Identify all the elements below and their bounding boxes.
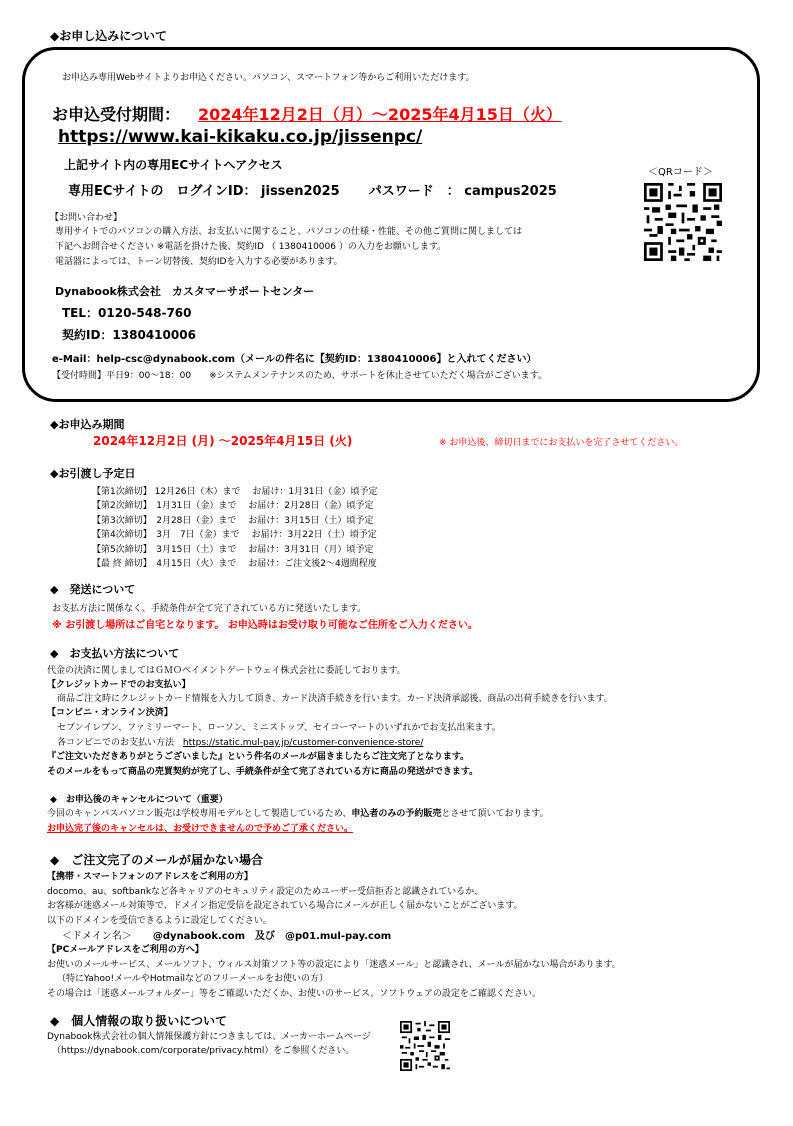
delivery-row: 【最 終 締切】 4月15日（火）まで お届け：ご注文後2～4週間程度 (92, 559, 377, 569)
support-contract-id: 契約ID：1380410006 (62, 328, 196, 342)
support-center: Dynabook株式会社 カスタマーサポートセンター (55, 285, 315, 298)
section-heading-payment: ◆ お支払い方法について (50, 647, 180, 660)
email-mobile-heading: 【携帯・スマートフォンのアドレスをご利用の方】 (47, 872, 253, 882)
support-tel: TEL：0120-548-760 (62, 306, 192, 320)
box-intro: お申込み専用Webサイトよりお申込ください。パソコン、スマートフォン等からご利用いただけます。 (62, 73, 475, 83)
delivery-row: 【第2次締切】 1月31日（金）まで お届け：2月28日（金）頃予定 (92, 501, 374, 511)
cancel-line-1c: とさせて頂いております。 (441, 809, 549, 819)
cancel-line-1 (47, 806, 549, 819)
access-note: 上記サイト内の専用ECサイトへアクセス (64, 158, 283, 172)
delivery-row: 【第3次締切】 2月28日（金）まで お届け：3月15日（土）頃予定 (92, 516, 374, 526)
payment-cvs-line-1: セブンイレブン、ファミリーマート、ローソン、ミニストップ、セイコーマートのいずれかでお支払出来ます。 (57, 723, 501, 733)
delivery-row: 【第5次締切】 3月15日（土）まで お届け：3月31日（月）頃予定 (92, 545, 374, 555)
shipping-line-1: お支払方法に関係なく、手続条件が全て完了されている方に発送いたします。 (52, 604, 367, 614)
email-domain-label: ＜ドメイン名＞ (62, 931, 132, 942)
payment-line-1: 代金の決済に関しましてはＧＭＯペイメントゲートウェイ株式会社に委託しております。 (47, 666, 406, 676)
email-domain-value: @dynabook.com 及び @p01.mul-pay.com (152, 931, 392, 942)
payment-cvs-heading: 【コンビニ・オンライン決済】 (47, 708, 173, 718)
privacy-line-2: （https://dynabook.com/corporate/privacy.html）をご参照ください。 (52, 1046, 355, 1056)
inquiry-line-2: 下記へお問合せください ※電話を掛けた後、契約ID （ 1380410006 ）の入力をお願いします。 (55, 242, 447, 252)
shipping-line-2: ※ お引渡し場所はご自宅となります。 お申込時はお受け取り可能なご住所をご入力ください。 (52, 620, 478, 631)
delivery-row: 【第4次締切】 3月 7日（金）まで お届け：3月22日（土）頃予定 (92, 530, 377, 540)
application-url-link[interactable]: https://www.kai-kikaku.co.jp/jissenpc/ (58, 127, 423, 147)
email-domain-row (62, 927, 391, 942)
email-pc-heading: 【PCメールアドレスをご利用の方へ】 (47, 945, 204, 955)
qr-label: ＜QRコード＞ (648, 167, 713, 178)
section-heading-shipping: ◆ 発送について (50, 583, 136, 596)
privacy-line-1: Dynabook株式会社の個人情報保護方針につきましては、メーカーホームページ (47, 1032, 371, 1042)
inquiry-line-1: 専用サイトでのパソコンの購入方法、お支払いに関すること、パソコンの仕様・性能、その他ご質問に関しましては (55, 227, 523, 237)
login-id: jissen2025 (261, 184, 340, 199)
email-line-2: お客様が迷惑メール対策等で、ドメイン指定受信を設定されている場合にメールが正しく届かないことがございます。 (47, 901, 523, 911)
section-heading-application: ◆お申し込みについて (50, 29, 167, 43)
cancel-line-1b: 申込者のみの予約販売 (351, 809, 442, 819)
period-value: 2024年12月2日（月）～2025年4月15日（火） (198, 105, 562, 124)
delivery-row: 【第1次締切】 12月26日（木）まで お届け：1月31日（金）頃予定 (92, 487, 378, 497)
period-label: お申込受付期間： (52, 105, 181, 124)
payment-card-heading: 【クレジットカードでのお支払い】 (47, 680, 191, 690)
payment-cvs-link[interactable]: https://static.mul-pay.jp/customer-convenience-store/ (182, 738, 424, 748)
cancel-line-2: お申込完了後のキャンセルは、お受けできませんので予めご了承ください。 (47, 824, 354, 834)
password: campus2025 (464, 184, 557, 199)
support-hours: 【受付時間】平日9：00～18：00 ※システムメンテナンスのため、サポートを休止させていただく場合がございます。 (52, 371, 547, 381)
section-heading-email: ◆ ご注文完了のメールが届かない場合 (50, 853, 263, 867)
support-email: e-Mail：help-csc@dynabook.com（メールの件名に【契約ID：1380410006】と入れてください） (52, 354, 537, 365)
section-heading-period: ◆お申込み期間 (50, 418, 125, 431)
email-line-1: docomo、au、softbankなど各キャリアのセキュリティ設定のためユーザー受信拒否と認識されているか、 (47, 887, 484, 897)
section-heading-cancel: ◆ お申込後のキャンセルについて（重要） (50, 795, 228, 805)
email-line-3: 以下のドメインを受信できるように設定してください。 (47, 916, 272, 926)
email-line-5: （特にYahoo!メールやHotmailなどのフリーメールをお使いの方） (57, 974, 329, 984)
payment-cvs-line-2 (57, 735, 423, 748)
password-label: パスワード ： (368, 184, 460, 199)
email-line-6: その場合は「迷惑メールフォルダー」等をご確認いただくか、お使いのサービス、ソフトウェアの設定をご確認ください。 (47, 989, 541, 999)
period-dates: 2024年12月2日 (月) ～2025年4月15日 (火) (93, 434, 353, 448)
cancel-line-1a: 今回のキャンパスパソコン販売は学校専用モデルとして製造しているため、 (47, 809, 352, 819)
login-info (68, 180, 557, 199)
inquiry-line-3: 電話器によっては、トーン切替後、契約IDを入力する必要があります。 (55, 257, 343, 267)
payment-contract-line: そのメールをもって商品の売買契約が完了し、手続条件が全て完了されている方に商品の発送ができます。 (47, 767, 479, 777)
privacy-qr-code[interactable] (400, 1021, 450, 1071)
inquiry-heading: 【お問い合わせ】 (50, 213, 123, 223)
application-qr-code[interactable] (644, 183, 722, 261)
login-label: 専用ECサイトの ログインID： (68, 184, 257, 199)
section-heading-privacy: ◆ 個人情報の取り扱いについて (50, 1014, 227, 1028)
email-line-4: お使いのメールサービス、メールソフト、ウィルス対策ソフト等の設定により「迷惑メール」と認識され、メールが届かない場合があります。 (47, 960, 621, 970)
period-note: ※ お申込後、締切日までにお支払いを完了させてください。 (439, 438, 684, 448)
payment-card-line: 商品ご注文時にクレジットカード情報を入力して頂き、カード決済手続きを行います。カード決済承認後、商品の出荷手続きを行います。 (57, 694, 613, 704)
section-heading-delivery: ◆お引渡し予定日 (50, 467, 136, 480)
payment-thanks-line: 『ご注文いただきありがとうございました』という件名のメールが届きましたらご注文完了となります。 (47, 752, 470, 762)
payment-cvs-label: 各コンビニでのお支払い方法 (57, 738, 175, 748)
